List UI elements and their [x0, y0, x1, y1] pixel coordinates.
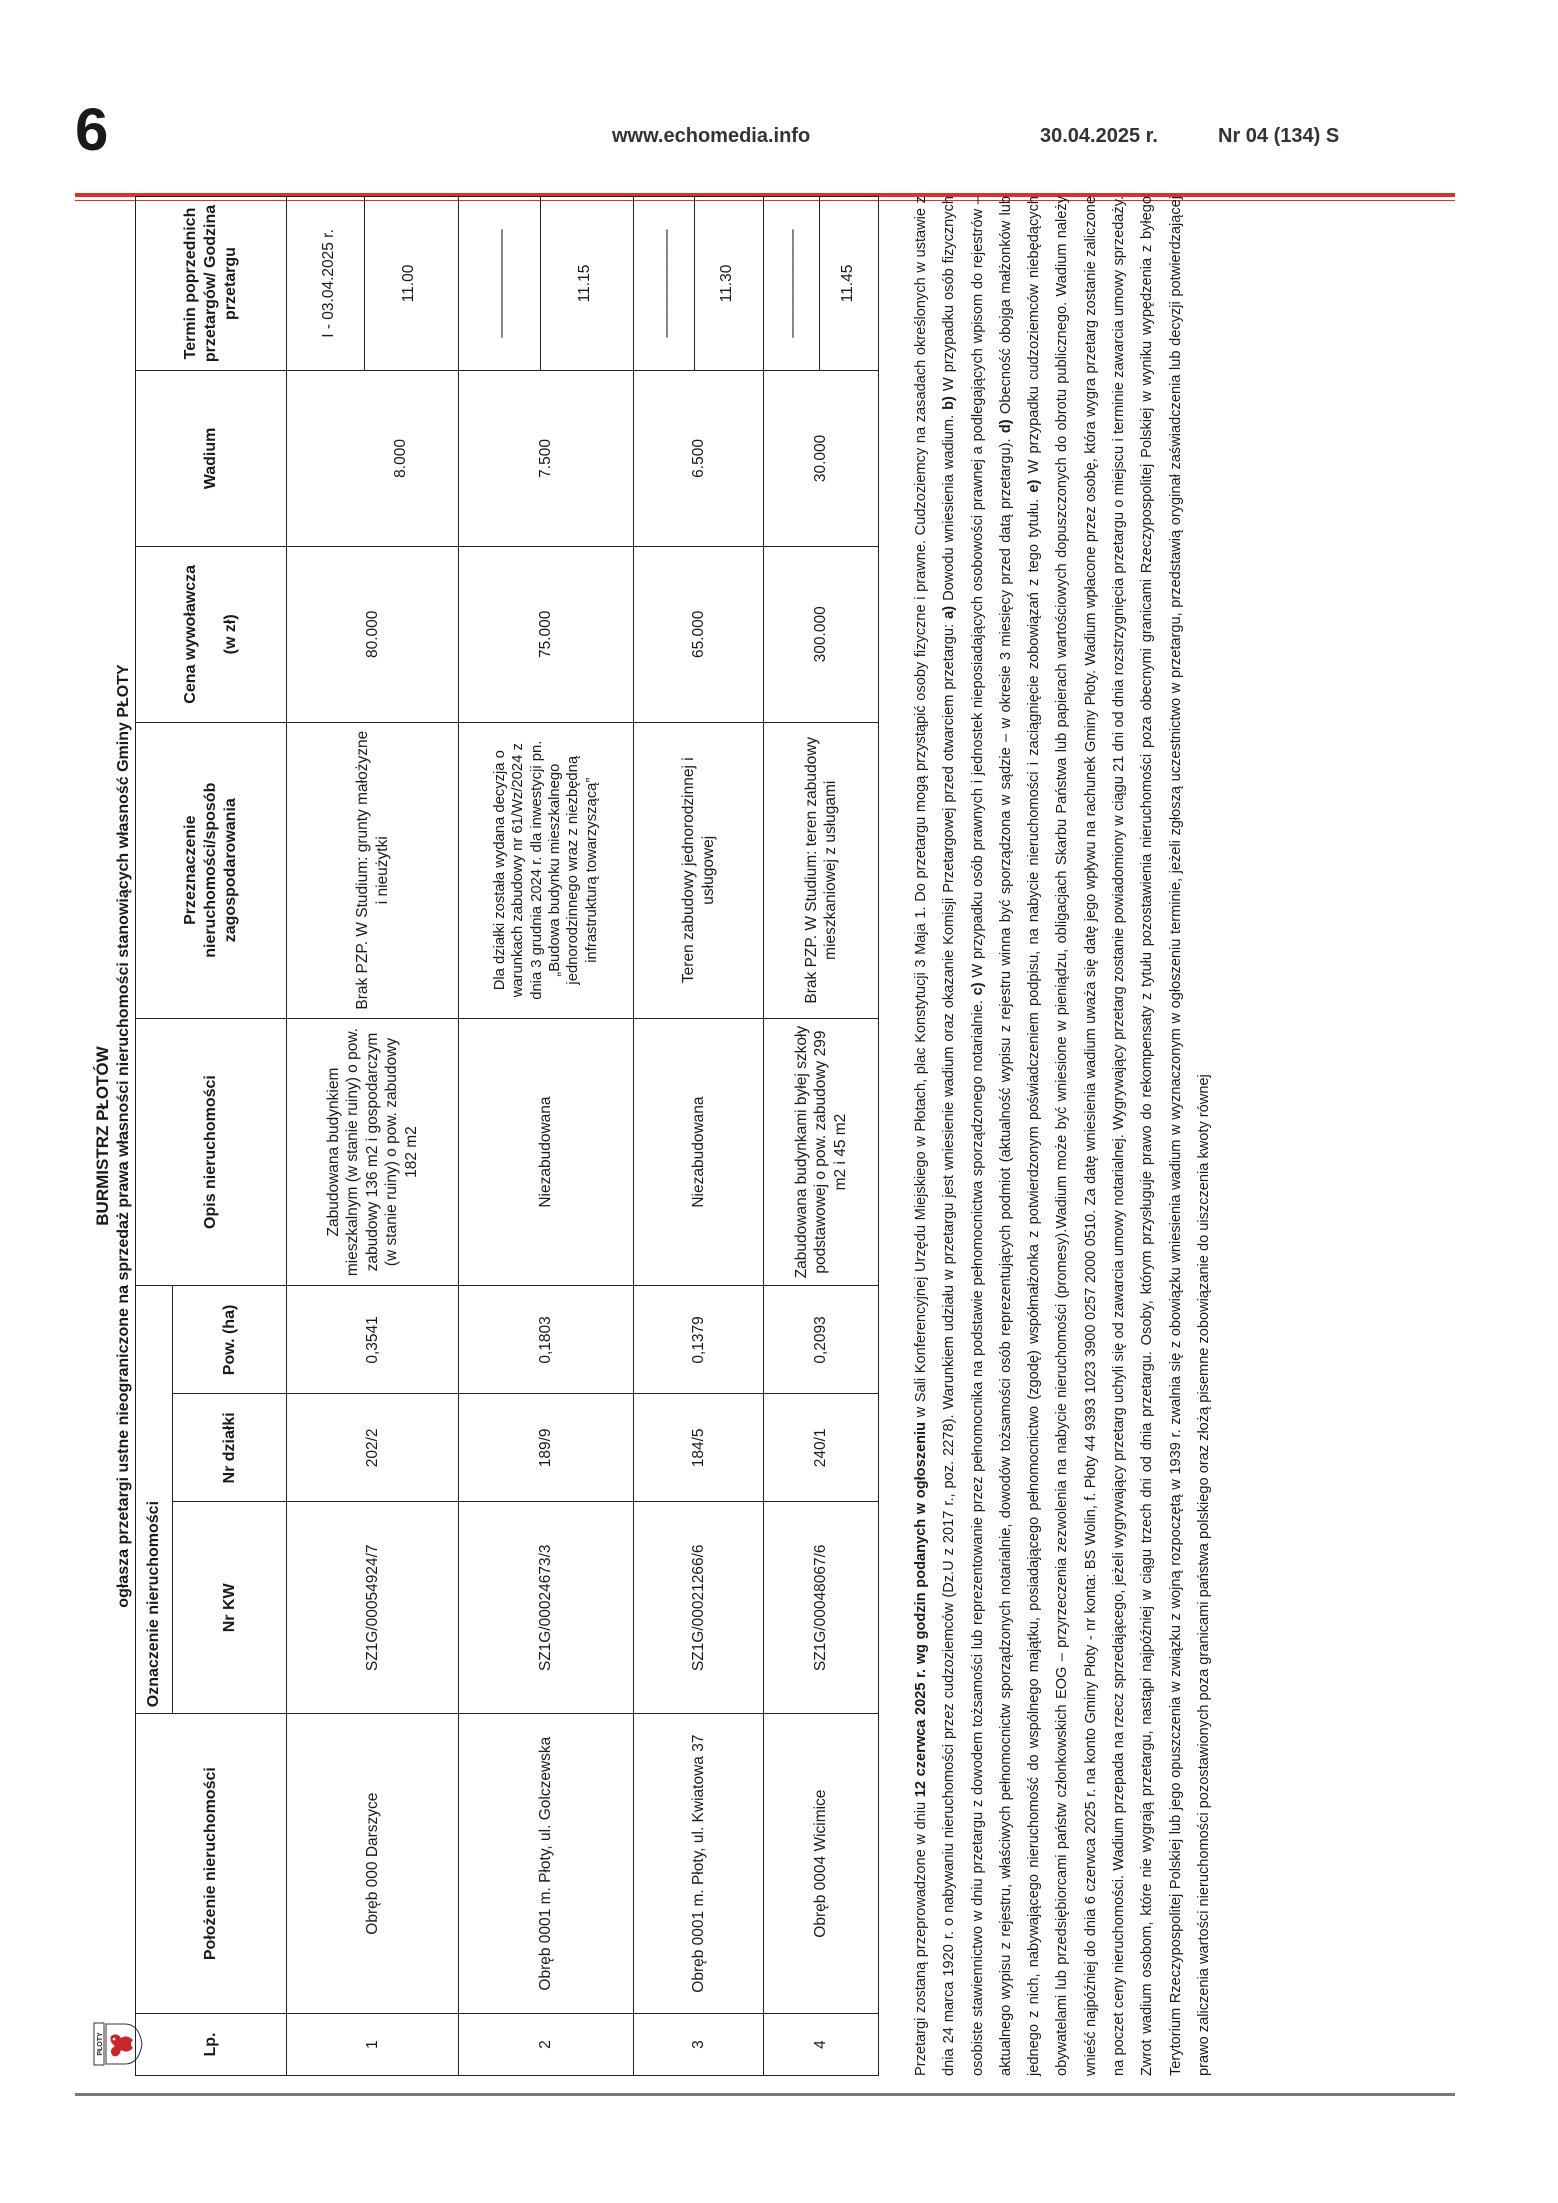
cell-description: Niezabudowana — [634, 1018, 764, 1286]
cell-kw: SZ1G/00048067/6 — [764, 1502, 879, 1714]
condition-d-text: Obecność obojga małżonków lub jednego z nich, nabywającego nieruchomość do wspólnego majątku, posiadającego pełnomocnictwo (zgodę) współmałżonka z potwierdzonym poświadczeniem podpisu, na nabycie nieruchomości i zaciągnięcie zobowiązań z tego tytułu. — [997, 196, 1043, 2076]
cell-price: 75.000 — [459, 546, 634, 722]
condition-a-label: a) — [941, 605, 958, 619]
cell-area: 0,1803 — [459, 1286, 634, 1394]
price-header-label: Cena wywoławcza — [182, 564, 199, 704]
previous-auction-date: ——————— — [493, 229, 511, 338]
table-row — [287, 197, 459, 2076]
property-table — [135, 196, 879, 2076]
cell-location: Obręb 0001 m. Płoty, ul. Kwiatowa 37 — [634, 1714, 764, 2014]
auction-time: 11.00 — [364, 197, 452, 370]
cell-price: 300.000 — [764, 546, 879, 722]
col-header-location: Położenie nieruchomości — [136, 1714, 287, 2014]
cell-location: Obręb 0001 m. Płoty, ul. Golczewska — [459, 1714, 634, 2014]
cell-purpose: Teren zabudowy jednorodzinnej i usługowej — [634, 722, 764, 1018]
col-header-plot: Nr działki — [173, 1394, 287, 1502]
conditions-intro: Przetargi zostaną przeprowadzone w dniu — [913, 1797, 929, 2076]
cell-kw: SZ1G/00024673/3 — [459, 1502, 634, 1714]
conditions-intro-rest: w Sali Konferencyjnej Urzędu Miejskiego w Płotach, plac Konstytucji 3 Maja 1. Do przetargu mogą przystąpić osoby fizyczne i prawne. Cudzoziemcy na zasadach określonych w ustawie z dnia 24 marca 1920 r. o nabywaniu nieruchomości przez cudzoziemców (Dz.U z 2017 r., poz. 2278). Warunkiem udziału w przetargu jest wniesienie wadium oraz okazanie Komisji Przetargowej przed otwarciem przetargu: — [913, 196, 958, 2076]
notice-heading: ogłasza przetargi ustne nieograniczone na sprzedaż prawa własności nieruchomości stanowiących własność Gminy PŁOTY — [115, 664, 132, 1608]
cell-deposit: 7.500 — [459, 371, 634, 547]
notice-title — [93, 196, 133, 2076]
table-row — [459, 197, 634, 2076]
condition-a-text: Dowodu wniesienia wadium. — [941, 409, 958, 606]
cell-previous — [459, 197, 634, 371]
cell-previous — [634, 197, 764, 371]
col-header-description: Opis nieruchomości — [136, 1018, 287, 1286]
table-header-row — [136, 197, 173, 2076]
notice-area — [75, 196, 1345, 2076]
col-header-deposit: Wadium — [136, 371, 287, 547]
cell-location: Obręb 0004 Wicimice — [764, 1714, 879, 2014]
condition-c-label: c) — [969, 982, 986, 996]
auction-time: 11.30 — [694, 197, 758, 370]
cell-purpose: Dla działki została wydana decyzja o warunkach zabudowy nr 61/Wz/2024 z dnia 3 grudnia 2024 r. dla inwestycji pn. „Budowa budynku mieszkalnego jednorodzinnego wraz z niezbędną infrastrukturą towarzyszącą” — [459, 722, 634, 1018]
col-header-lp: Lp. — [136, 2014, 287, 2076]
cell-deposit: 6.500 — [634, 371, 764, 547]
cell-price: 80.000 — [287, 546, 459, 722]
cell-purpose: Brak PZP. W Studium: grunty małożyzne i nieużytki — [287, 722, 459, 1018]
auction-conditions — [907, 196, 1218, 2076]
previous-auction-date: ——————— — [784, 229, 802, 338]
cell-area: 0,3541 — [287, 1286, 459, 1394]
cell-lp: 4 — [764, 2014, 879, 2076]
footer-rule — [75, 2093, 1455, 2096]
cell-plot: 202/2 — [287, 1394, 459, 1502]
col-header-kw: Nr KW — [173, 1502, 287, 1714]
page-number: 6 — [75, 96, 109, 163]
cell-area: 0,1379 — [634, 1286, 764, 1394]
cell-purpose: Brak PZP. W Studium: teren zabudowy mieszkaniowej z usługami — [764, 722, 879, 1018]
notice-authority: BURMISTRZ PŁOTÓW — [93, 1046, 112, 1226]
condition-b-label: b) — [941, 396, 958, 410]
condition-c-text: W przypadku osób prawnych i jednostek nieposiadających osobowości prawnej a podlegających wpisom do rejestrów – aktualnego wypisu z rejestru, właściwych pełnomocnictw sporządzonych notarialnie, dowodów tożsamości osób reprezentujących podmiot (aktualność wypisu z rejestru winna być sporządzona w sądzie – w okresie 3 miesięcy przed datą przetargu). — [969, 195, 1014, 2076]
cell-previous — [287, 197, 459, 371]
condition-e-text: W przypadku cudzoziemców niebędących obywatelami lub przedsiębiorcami państw członkowskich EOG – przyrzeczenia zezwolenia na nabycie nieruchomości (promesy).Wadium może być wniesione w pieniądzu, obligacjach Skarbu Państwa lub papierach wartościowych dopuszczonych do obrotu publicznego. Wadium należy wnieść najpóźniej do dnia 6 czerwca 2025 r. na konto Gminy Płoty - nr konta: BS Wolin, f. Płoty 44 9393 1023 3900 0257 2000 0510. Za datę wniesienia wadium uważa się datę jego wpływu na rachunek Gminy Płoty. Wadium wpłacone przez osobę, która wygra przetarg zostanie zaliczone na poczet ceny nieruchomości. Wadium przepada na rzecz sprzedającego, jeżeli wygrywający przetarg uchyli się od zawarcia umowy notarialnej. Wygrywający przetarg zostanie powiadomiony w ciągu 21 dni od dnia rozstrzygnięcia przetargu o miejscu i terminie zawarcia umowy sprzedaży. Zwrot wadium osobom, które nie wygrają przetargu, nastąpi najpóźniej w ciągu trzech dni od dnia przetargu. Osoby, którym przysługuje prawo do rekompensaty z tytułu pozostawienia nieruchomości poza obecnymi granicami Rzeczypospolitej Polskiej w wyniku wypędzenia z byłego Terytorium Rzeczypospolitej Polskiej lub jego opuszczenia w związku z wojną rozpoczętą w 1939 r. zwalnia się z obowiązku wniesienia wadium w wyznaczonym w ogłoszeniu terminie, jeżeli zgłoszą uczestnictwo w przetargu, przedstawią oryginał zaświadczenia lub decyzji potwierdzającej prawo zaliczenia wartości nieruchomości pozostawionych poza granicami państwa polskiego oraz złożą pisemne zobowiązanie do uiszczenia kwoty równej — [1026, 196, 1212, 2076]
header-date: 30.04.2025 r. — [1040, 125, 1158, 147]
cell-lp: 1 — [287, 2014, 459, 2076]
price-header-unit: (w zł) — [222, 614, 239, 655]
cell-description: Zabudowana budynkami byłej szkoły podstawowej o pow. zabudowy 299 m2 i 45 m2 — [764, 1018, 879, 1286]
table-row — [634, 197, 764, 2076]
cell-kw: SZ1G/00021266/6 — [634, 1502, 764, 1714]
cell-kw: SZ1G/00054924/7 — [287, 1502, 459, 1714]
header-site[interactable]: www.echomedia.info — [612, 125, 811, 147]
cell-description: Niezabudowana — [459, 1018, 634, 1286]
cell-area: 0,2093 — [764, 1286, 879, 1394]
cell-price: 65.000 — [634, 546, 764, 722]
condition-e-label: e) — [1026, 479, 1043, 493]
col-header-purpose: Przeznaczenie nieruchomości/sposób zagospodarowania — [136, 722, 287, 1018]
table-row — [764, 197, 879, 2076]
svg-text:PŁOTY: PŁOTY — [97, 2032, 104, 2056]
cell-plot: 184/5 — [634, 1394, 764, 1502]
auction-time: 11.15 — [540, 197, 628, 370]
cell-previous — [764, 197, 879, 371]
cell-lp: 2 — [459, 2014, 634, 2076]
previous-auction-date: I - 03.04.2025 r. — [319, 229, 337, 338]
cell-location: Obręb 000 Darszyce — [287, 1714, 459, 2014]
cell-lp: 3 — [634, 2014, 764, 2076]
cell-deposit: 8.000 — [287, 371, 459, 547]
col-header-area: Pow. (ha) — [173, 1286, 287, 1394]
cell-plot: 189/9 — [459, 1394, 634, 1502]
auction-time: 11.45 — [819, 197, 875, 370]
header-issue: Nr 04 (134) S — [1218, 125, 1340, 147]
condition-b-text: W przypadku osób fizycznych osobiste stawiennictwo w dniu przetargu z dowodem tożsamości lub reprezentowanie przez pełnomocnika na podstawie pełnomocnictwa sporządzonego notarialnie. — [941, 196, 986, 2076]
col-header-designation: Oznaczenie nieruchomości — [136, 1286, 173, 1714]
cell-deposit: 30.000 — [764, 371, 879, 547]
conditions-date: 12 czerwca 2025 r. wg godzin podanych w ogłoszeniu — [913, 1421, 929, 1798]
previous-auction-date: ——————— — [657, 229, 675, 338]
col-header-price — [136, 546, 287, 722]
cell-description: Zabudowana budynkiem mieszkalnym (w stanie ruiny) o pow. zabudowy 136 m2 i gospodarczym (w stanie ruiny) o pow. zabudowy 182 m2 — [287, 1018, 459, 1286]
col-header-previous: Termin poprzednich przetargów/ Godzina przetargu — [136, 197, 287, 371]
cell-plot: 240/1 — [764, 1394, 879, 1502]
condition-d-label: d) — [997, 419, 1014, 434]
